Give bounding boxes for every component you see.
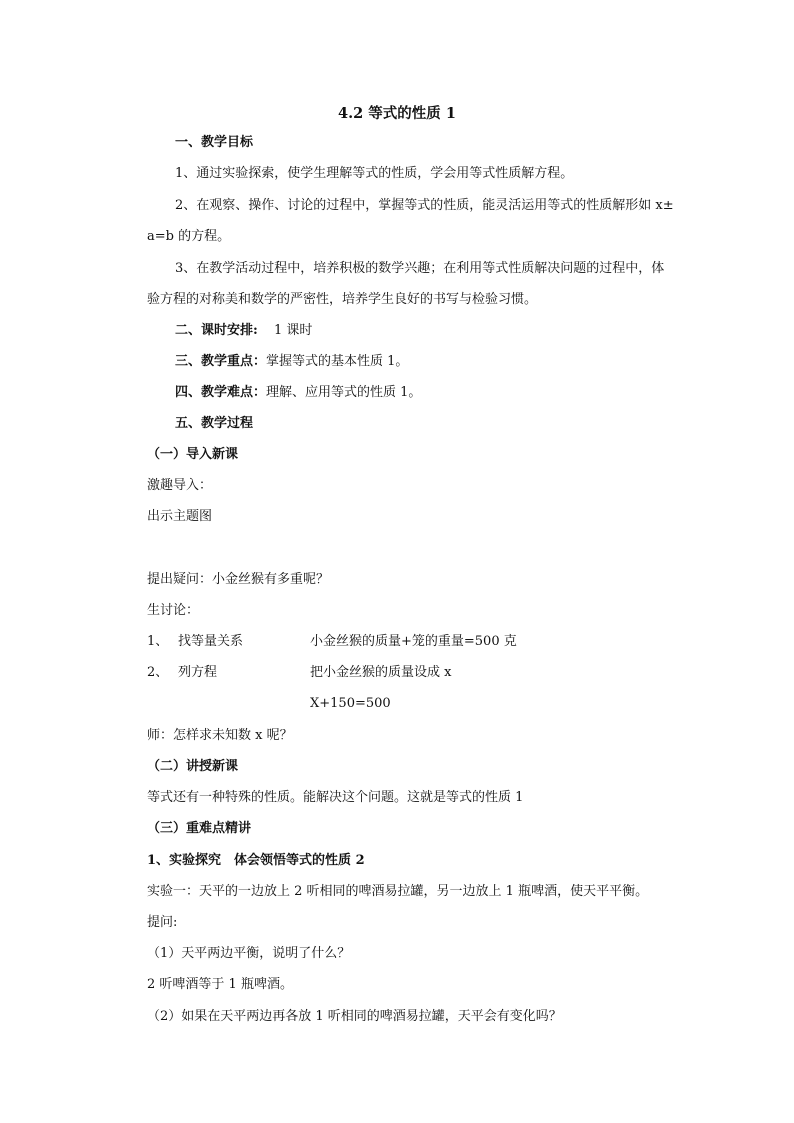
equation-line: X+150=500 — [310, 696, 391, 711]
step-2-label: 列方程 — [178, 665, 218, 680]
ask-line: 提问: — [147, 915, 178, 930]
lecture-line: 等式还有一种特殊的性质。能解决这个问题。这就是等式的性质 1 — [147, 790, 524, 805]
step-2-text: 把小金丝猴的质量设成 x — [310, 665, 452, 680]
answer-1-line: 2 听啤酒等于 1 瓶啤酒。 — [147, 977, 293, 992]
goal-2-line-1: 2、在观察、操作、讨论的过程中，掌握等式的性质，能灵活运用等式的性质解形如 x± — [175, 198, 674, 213]
discuss-line: 生讨论： — [147, 603, 200, 618]
key-points-label: 三、教学重点： — [175, 354, 267, 369]
step-1-text: 小金丝猴的质量+笼的重量=500 克 — [310, 634, 517, 649]
section-teaching-goals: 一、教学目标 — [175, 135, 254, 150]
document-title: 4.2 等式的性质 1 — [338, 105, 456, 122]
difficulties-value: 理解、应用等式的性质 1。 — [266, 385, 422, 400]
part-lecture-heading: （二）讲授新课 — [147, 759, 239, 774]
key-points-value: 掌握等式的基本性质 1。 — [266, 354, 409, 369]
step-1-label: 找等量关系 — [178, 634, 244, 649]
schedule-label: 二、课时安排: — [175, 323, 258, 338]
experiment-1-line: 实验一：天平的一边放上 2 听相同的啤酒易拉罐，另一边放上 1 瓶啤酒，使天平平衡。 — [147, 884, 649, 899]
question-1-line: （1）天平两边平衡，说明了什么？ — [147, 946, 351, 961]
goal-2-line-2: a=b 的方程。 — [147, 229, 231, 244]
intro-line-1: 激趣导入： — [147, 478, 213, 493]
goal-1: 1、通过实验探索，使学生理解等式的性质，学会用等式性质解方程。 — [175, 166, 574, 181]
difficulties-label: 四、教学难点： — [175, 385, 267, 400]
section-difficulties — [175, 385, 421, 401]
intro-line-2: 出示主题图 — [147, 509, 213, 524]
explore-heading: 1、实验探究 体会领悟等式的性质 2 — [147, 853, 365, 868]
goal-3-line-1: 3、在教学活动过程中，培养积极的数学兴趣；在利用等式性质解决问题的过程中，体 — [175, 261, 665, 276]
step-1-number: 1、 — [147, 634, 169, 649]
goal-3-line-2: 验方程的对称美和数学的严密性，培养学生良好的书写与检验习惯。 — [147, 292, 538, 307]
part-key-heading: （三）重难点精讲 — [147, 821, 252, 836]
step-2-number: 2、 — [147, 665, 169, 680]
section-process: 五、教学过程 — [175, 416, 254, 431]
section-key-points — [175, 354, 408, 370]
section-schedule — [175, 323, 312, 339]
teacher-line: 师：怎样求未知数 x 呢？ — [147, 728, 293, 743]
question-line: 提出疑问：小金丝猴有多重呢？ — [147, 572, 330, 587]
schedule-value: 1 课时 — [273, 323, 313, 338]
part-intro-heading: （一）导入新课 — [147, 447, 239, 462]
question-2-line: （2）如果在天平两边再各放 1 听相同的啤酒易拉罐，天平会有变化吗？ — [147, 1009, 562, 1024]
